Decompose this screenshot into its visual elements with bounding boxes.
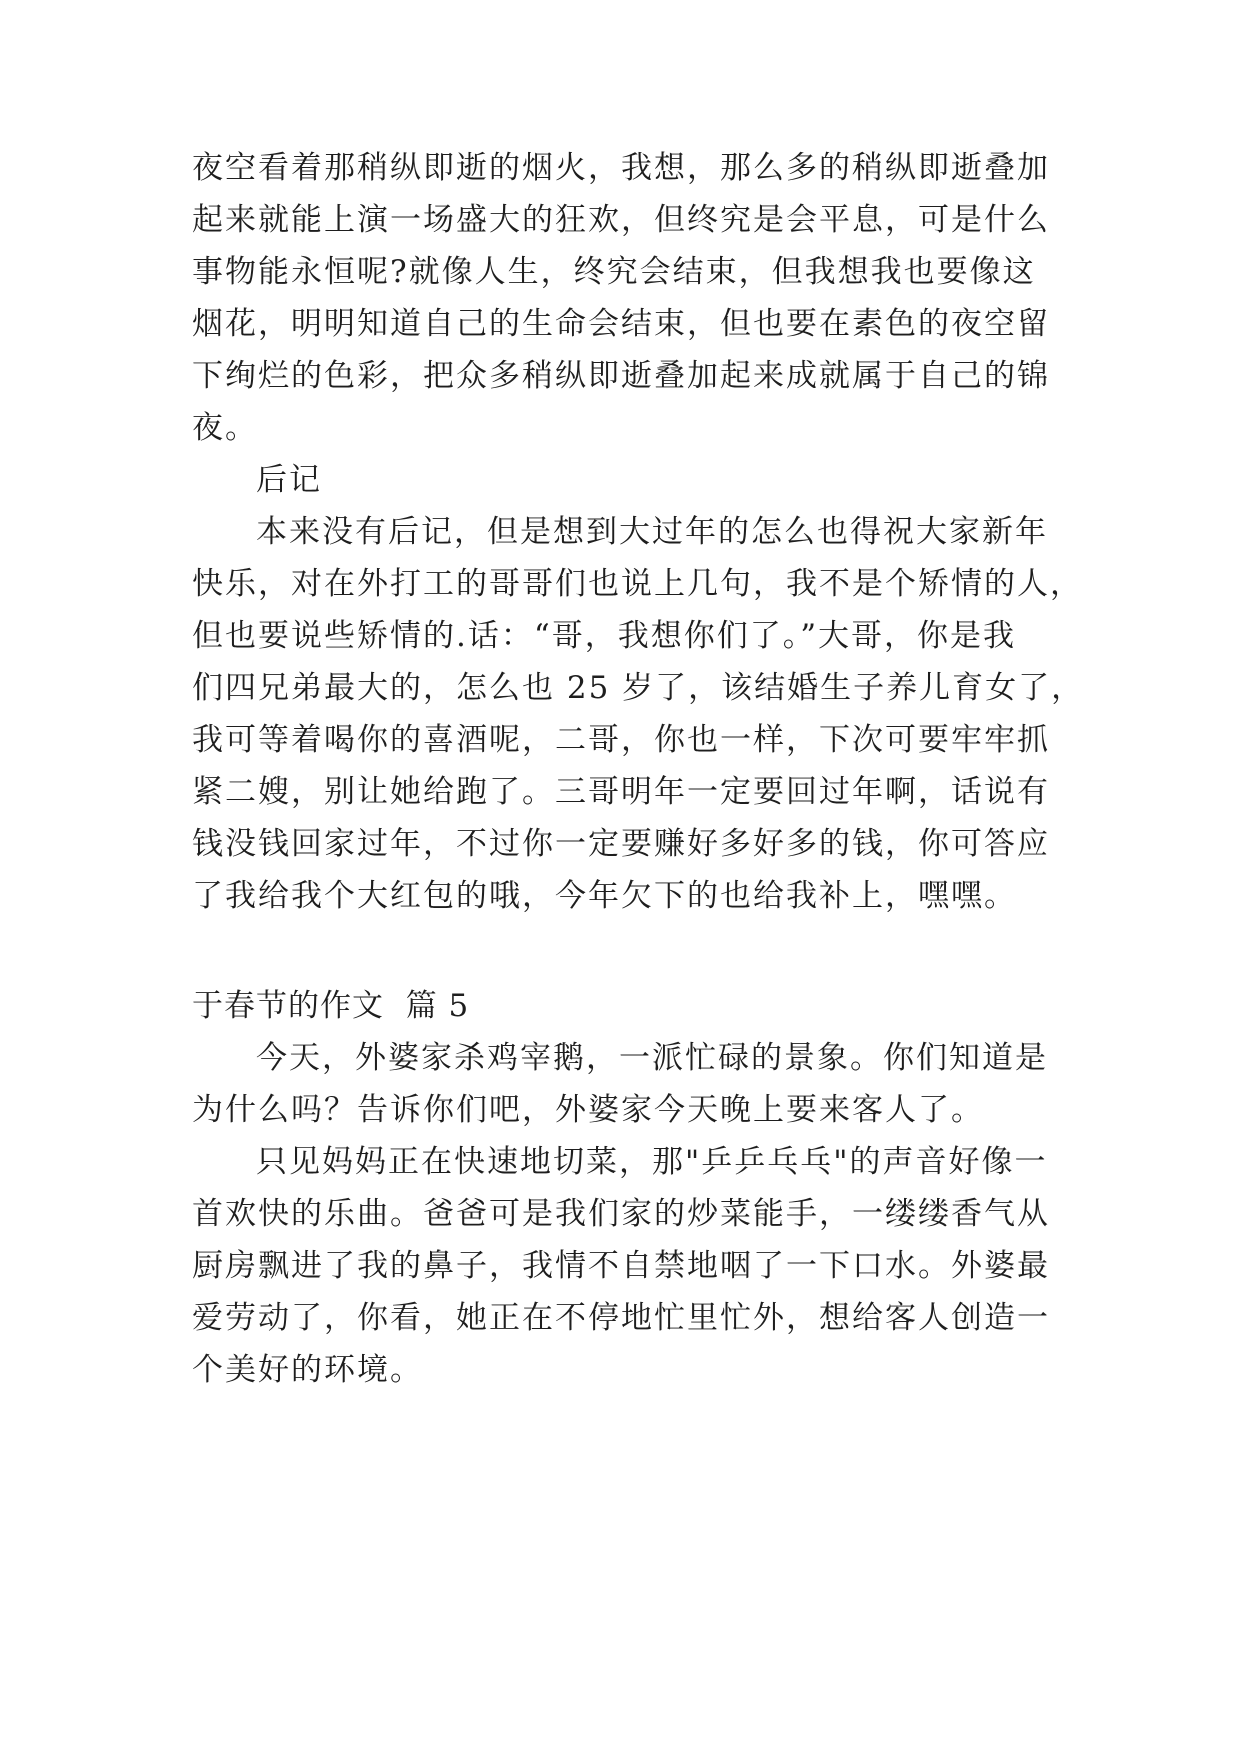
paragraph-line: 爱劳动了，你看，她正在不停地忙里忙外，想给客人创造一 (192, 1300, 1050, 1336)
paragraph-line: 烟花，明明知道自己的生命会结束，但也要在素色的夜空留 (192, 306, 1050, 342)
paragraph-line: 下绚烂的色彩，把众多稍纵即逝叠加起来成就属于自己的锦 (192, 358, 1050, 394)
postscript-title: 后记 (256, 462, 322, 498)
section-title: 于春节的作文 篇 5 (192, 988, 470, 1024)
paragraph-line: 今天，外婆家杀鸡宰鹅，一派忙碌的景象。你们知道是 (256, 1040, 1048, 1076)
paragraph-line: 夜。 (192, 410, 258, 446)
paragraph-line: 事物能永恒呢?就像人生，终究会结束，但我想我也要像这 (192, 254, 1036, 290)
paragraph-line: 们四兄弟最大的，怎么也 25 岁了，该结婚生子养儿育女了， (192, 670, 1085, 706)
paragraph-line: 钱没钱回家过年，不过你一定要赚好多好多的钱，你可答应 (192, 826, 1050, 862)
paragraph-line: 个美好的环境。 (192, 1352, 423, 1388)
paragraph-line: 了我给我个大红包的哦，今年欠下的也给我补上，嘿嘿。 (192, 878, 1017, 914)
paragraph-line: 起来就能上演一场盛大的狂欢，但终究是会平息，可是什么 (192, 202, 1050, 238)
paragraph-line: 快乐，对在外打工的哥哥们也说上几句，我不是个矫情的人， (192, 566, 1083, 602)
paragraph-line: 紧二嫂，别让她给跑了。三哥明年一定要回过年啊，话说有 (192, 774, 1050, 810)
paragraph-line: 厨房飘进了我的鼻子，我情不自禁地咽了一下口水。外婆最 (192, 1248, 1050, 1284)
paragraph-line: 但也要说些矫情的.话：“哥，我想你们了。”大哥，你是我 (192, 618, 1017, 654)
paragraph-line: 首欢快的乐曲。爸爸可是我们家的炒菜能手，一缕缕香气从 (192, 1196, 1050, 1232)
paragraph-line: 只见妈妈正在快速地切菜，那"乒乒乓乓"的声音好像一 (256, 1144, 1048, 1180)
paragraph-line: 夜空看着那稍纵即逝的烟火，我想，那么多的稍纵即逝叠加 (192, 150, 1050, 186)
paragraph-line: 为什么吗？告诉你们吧，外婆家今天晚上要来客人了。 (192, 1092, 984, 1128)
paragraph-line: 本来没有后记，但是想到大过年的怎么也得祝大家新年 (256, 514, 1048, 550)
paragraph-line: 我可等着喝你的喜酒呢，二哥，你也一样，下次可要牢牢抓 (192, 722, 1050, 758)
